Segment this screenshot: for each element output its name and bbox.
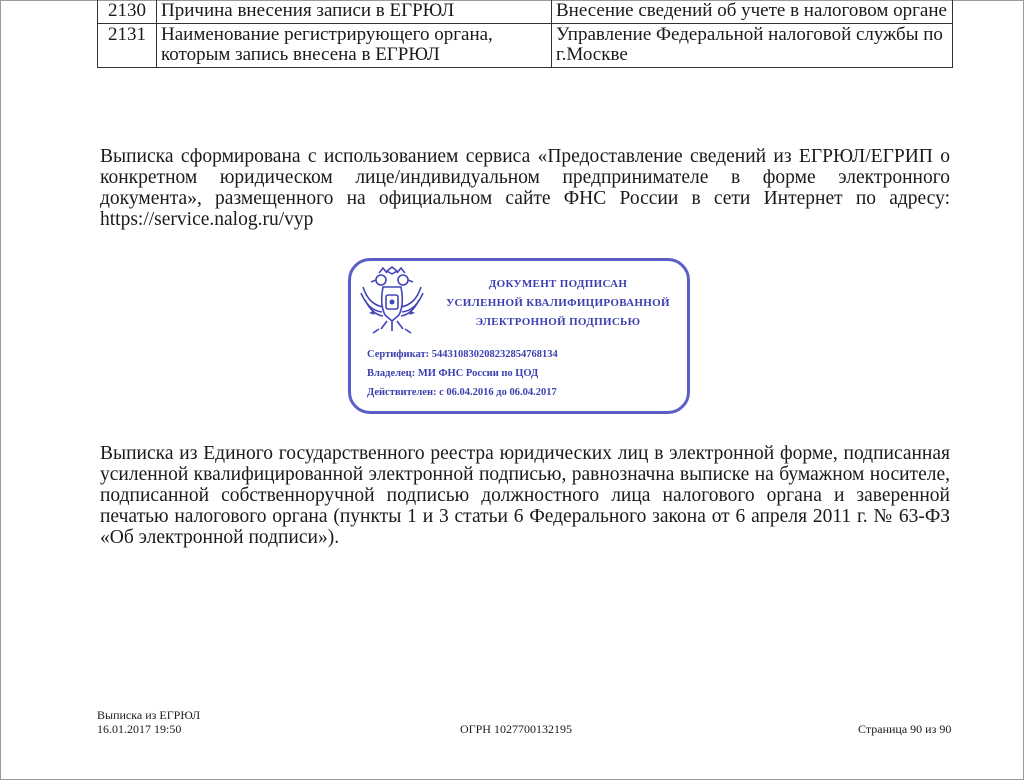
footer-page-number: Страница 90 из 90 (858, 722, 952, 736)
double-headed-eagle-emblem-icon (357, 265, 427, 337)
stamp-validity: Действителен: с 06.04.2016 до 06.04.2017 (367, 387, 557, 398)
row-number: 2130 (98, 0, 157, 24)
records-table (97, 0, 953, 68)
legal-equivalence-paragraph: Выписка из Единого государственного реестра юридических лиц в электронной форме, подписанная усиленной квалифицированной электронной подписью, равнозначна выписке на бумажном носителе, подписанной собственноручной подписью должностного лица налогового органа и заверенной печатью налогового органа (пункты 1 и 3 статьи 6 Федерального закона от 6 апреля 2011 г. № 63-ФЗ «Об электронной подписи»). (100, 443, 950, 548)
stamp-header-line: ДОКУМЕНТ ПОДПИСАН (488, 278, 628, 290)
row-field-name: Наименование регистрирующего органа, которым запись внесена в ЕГРЮЛ (157, 24, 552, 68)
footer-ogrn: ОГРН 1027700132195 (460, 722, 572, 736)
row-number: 2131 (98, 24, 157, 68)
stamp-header (433, 275, 683, 332)
electronic-signature-stamp (348, 258, 690, 414)
service-notice-paragraph: Выписка сформирована с использованием сервиса «Предоставление сведений из ЕГРЮЛ/ЕГРИП о конкретном юридическом лице/индивидуальном предпринимателе в форме электронного документа», размещенного на официальном сайте ФНС России в сети Интернет по адресу: https://service.nalog.ru/vyp (100, 146, 950, 230)
row-field-name: Причина внесения записи в ЕГРЮЛ (157, 0, 552, 24)
row-field-value: Внесение сведений об учете в налоговом органе (552, 0, 953, 24)
stamp-header-line: ЭЛЕКТРОННОЙ ПОДПИСЬЮ (475, 316, 641, 328)
footer-document-info (97, 708, 200, 736)
stamp-info (367, 345, 558, 402)
footer-title: Выписка из ЕГРЮЛ (97, 708, 201, 722)
footer-datetime: 16.01.2017 19:50 (97, 722, 182, 736)
row-field-value: Управление Федеральной налоговой службы по г.Москве (552, 24, 953, 68)
table-row (98, 0, 953, 24)
stamp-owner: Владелец: МИ ФНС России по ЦОД (367, 368, 539, 379)
table-row (98, 24, 953, 68)
stamp-certificate: Сертификат: 544310830208232854768134 (367, 349, 558, 360)
stamp-header-line: УСИЛЕННОЙ КВАЛИФИЦИРОВАННОЙ (446, 297, 670, 309)
